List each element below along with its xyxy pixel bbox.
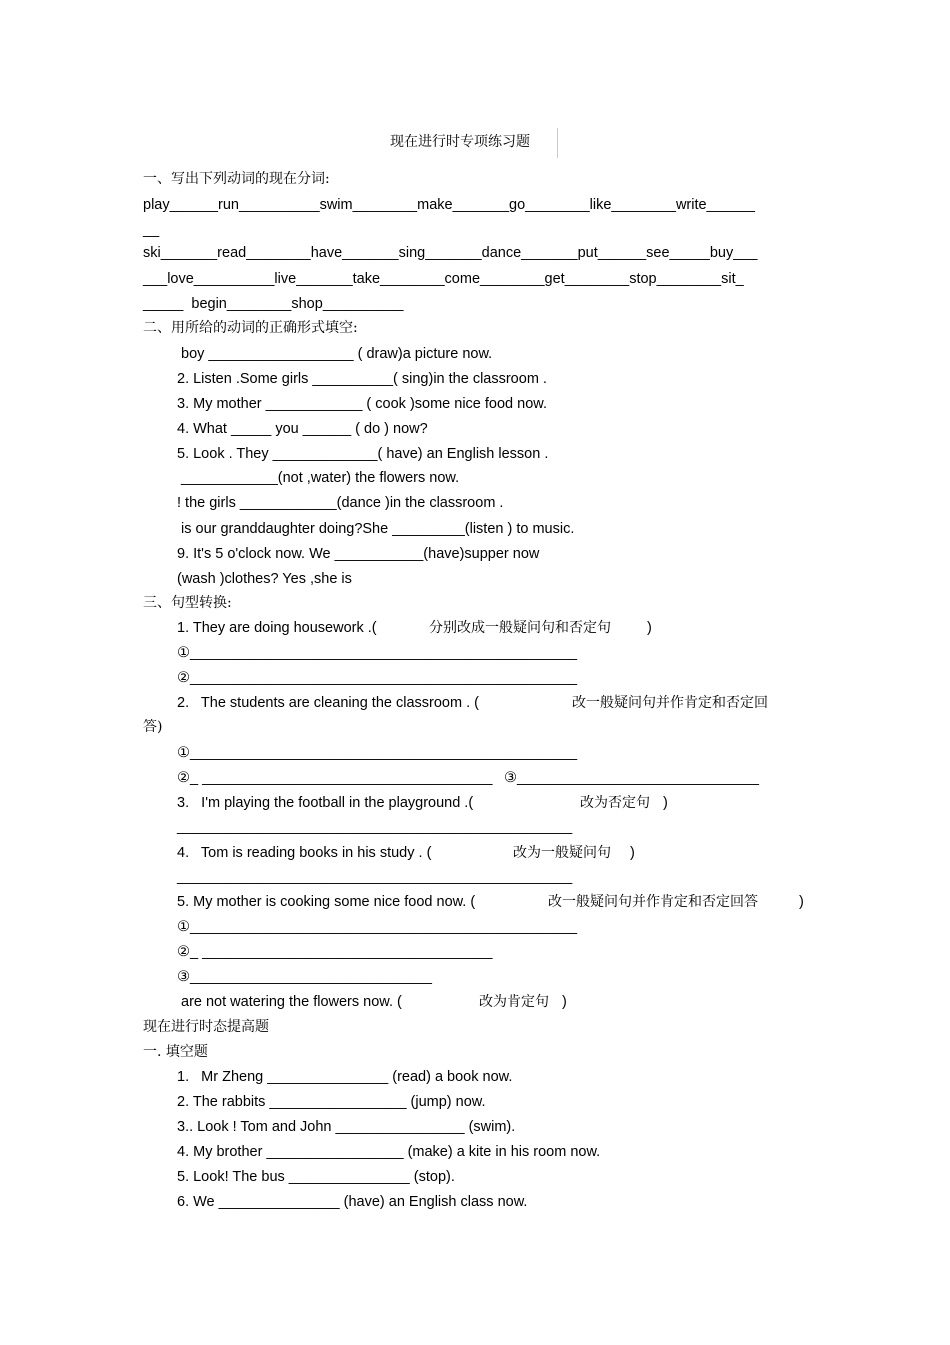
transform-q1-close: ) (647, 620, 652, 636)
verb-line-4: ___love__________live_______take________come________get________stop________sit_ (143, 271, 744, 287)
fill-item-5: 5. Look . They _____________( have) an English lesson . (177, 446, 549, 462)
transform-q3-hint: 改为否定句 (580, 795, 650, 811)
transform-q3-text: 3. I'm playing the football in the playground .( (177, 795, 474, 811)
transform-q3-answer: _________________________________________________ (177, 819, 573, 835)
fill-item-3: 3. My mother ____________ ( cook )some nice food now. (177, 396, 547, 412)
fill-item-4: 4. What _____ you ______ ( do ) now? (177, 421, 428, 437)
transform-q5-text: 5. My mother is cooking some nice food now. ( (177, 894, 476, 910)
transform-q5-close: ) (799, 894, 804, 910)
transform-q5-answer-2: ②_ ____________________________________ (177, 944, 493, 960)
transform-q6-text: are not watering the flowers now. ( (181, 994, 402, 1010)
part-2-title: 现在进行时态提高题 (143, 1019, 269, 1035)
transform-q6-hint: 改为肯定句 (479, 994, 549, 1010)
transform-q5-hint: 改一般疑问句并作肯定和否定回答 (548, 894, 758, 910)
transform-q2-hint: 改一般疑问句并作肯定和否定回 (572, 695, 768, 711)
transform-q2-hint-cont: 答) (143, 719, 163, 735)
advanced-item-1: 1. Mr Zheng _______________ (read) a book now. (177, 1069, 513, 1085)
transform-q4-hint: 改为一般疑问句 (513, 845, 611, 861)
transform-q5-answer-1: ①________________________________________________ (177, 919, 578, 935)
transform-q1-answer-1: ①________________________________________________ (177, 645, 578, 661)
transform-q2-answer-3: ③______________________________ (504, 770, 759, 786)
section-3-heading: 三、句型转换: (143, 595, 232, 611)
advanced-item-5: 5. Look! The bus _______________ (stop). (177, 1169, 455, 1185)
transform-q1-hint: 分别改成一般疑问句和否定句 (429, 620, 611, 636)
transform-q2-answer-2: ②_ ____________________________________ (177, 770, 493, 786)
advanced-item-4: 4. My brother _________________ (make) a kite in his room now. (177, 1144, 601, 1160)
verb-line-1: play______run__________swim________make_______go________like________write______ (143, 197, 755, 213)
fill-item-7: ! the girls ____________(dance )in the classroom . (177, 495, 504, 511)
title-divider (557, 128, 558, 158)
advanced-item-6: 6. We _______________ (have) an English class now. (177, 1194, 528, 1210)
advanced-item-2: 2. The rabbits _________________ (jump) now. (177, 1094, 486, 1110)
advanced-item-3: 3.. Look ! Tom and John ________________ (swim). (177, 1119, 516, 1135)
section-2-heading: 二、用所给的动词的正确形式填空: (143, 320, 358, 336)
transform-q5-answer-3: ③______________________________ (177, 969, 432, 985)
fill-item-10: (wash )clothes? Yes ,she is (177, 571, 352, 587)
verb-line-3: ski_______read________have_______sing_______dance_______put______see_____buy___ (143, 245, 758, 261)
transform-q4-answer: _________________________________________________ (177, 869, 573, 885)
page-title: 现在进行时专项练习题 (390, 134, 530, 150)
section-1-heading: 一、写出下列动词的现在分词: (143, 171, 330, 187)
verb-line-2: __ (143, 222, 160, 238)
verb-line-5: _____ begin________shop__________ (143, 296, 404, 312)
transform-q1-text: 1. They are doing housework .( (177, 620, 377, 636)
transform-q2-answer-1: ①________________________________________________ (177, 745, 578, 761)
transform-q2-text: 2. The students are cleaning the classroom . ( (177, 695, 479, 711)
fill-item-6: ____________(not ,water) the flowers now. (181, 470, 460, 486)
transform-q4-text: 4. Tom is reading books in his study . ( (177, 845, 432, 861)
transform-q1-answer-2: ②________________________________________________ (177, 670, 578, 686)
transform-q3-close: ) (663, 795, 668, 811)
fill-item-2: 2. Listen .Some girls __________( sing)in the classroom . (177, 371, 547, 387)
part-2-heading: 一. 填空题 (143, 1044, 208, 1060)
fill-item-8: is our granddaughter doing?She _________(listen ) to music. (181, 521, 575, 537)
fill-item-1: boy __________________ ( draw)a picture now. (181, 346, 493, 362)
fill-item-9: 9. It's 5 o'clock now. We ___________(have)supper now (177, 546, 540, 562)
transform-q4-close: ) (630, 845, 635, 861)
transform-q6-close: ) (562, 994, 567, 1010)
